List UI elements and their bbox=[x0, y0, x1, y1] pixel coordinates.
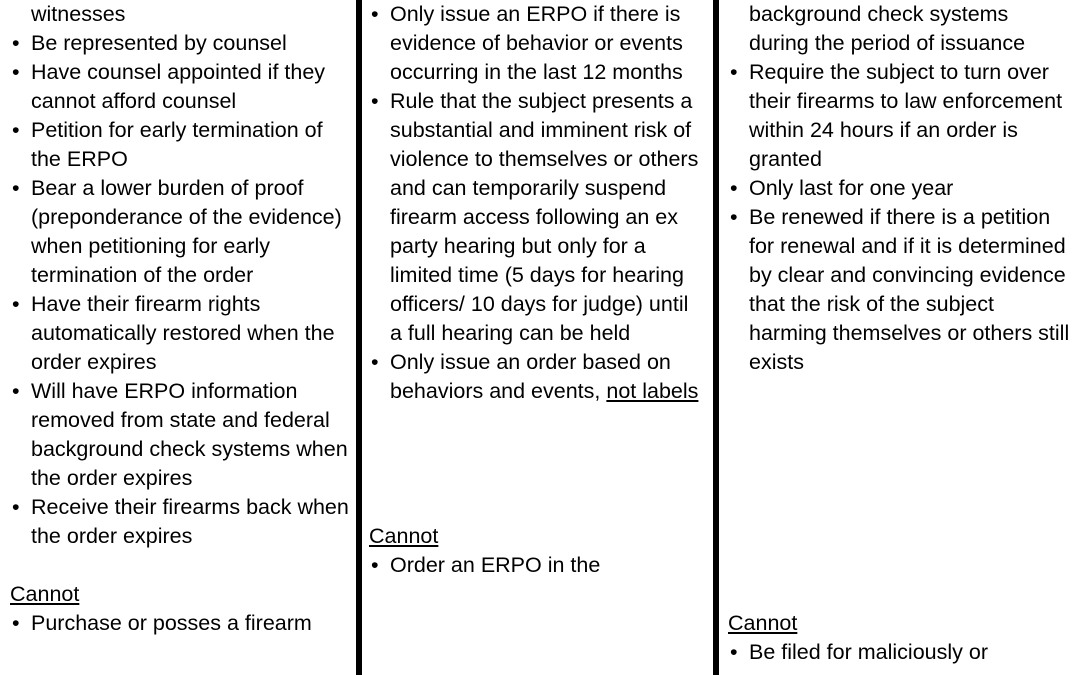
list-item: • Require the subject to turn over their firearms to law enforcement within 24 hours if an order is granted bbox=[728, 58, 1073, 174]
spacer bbox=[728, 493, 1073, 522]
column-court-powers bbox=[369, 0, 706, 675]
spacer bbox=[369, 435, 706, 464]
spacer bbox=[728, 464, 1073, 493]
list-item: • Rule that the subject presents a substantial and imminent risk of violence to themselves or others and can temporarily suspend firearm access following an ex party hearing but only for a limited time (5 days for hearing officers/ 10 days for judge) until a full hearing can be held bbox=[369, 87, 706, 348]
spacer bbox=[728, 551, 1073, 580]
spacer bbox=[728, 522, 1073, 551]
spacer bbox=[728, 435, 1073, 464]
list-item: • Bear a lower burden of proof (preponderance of the evidence) when petitioning for early termination of the order bbox=[10, 174, 355, 290]
cannot-heading: Cannot bbox=[369, 524, 439, 548]
list-item-text: Only issue an order based on behaviors and events, bbox=[390, 350, 671, 403]
spacer bbox=[369, 406, 706, 435]
list-item: • Only last for one year bbox=[728, 174, 1073, 203]
list-item: • Purchase or posses a firearm bbox=[10, 609, 355, 638]
list-item: • Have their firearm rights automatically restored when the order expires bbox=[10, 290, 355, 377]
list-item: • Receive their firearms back when the order expires bbox=[10, 493, 355, 551]
list-item: witnesses bbox=[31, 2, 126, 26]
can-list bbox=[728, 0, 1073, 377]
column-divider-right bbox=[713, 0, 719, 675]
spacer bbox=[728, 377, 1073, 406]
cannot-list bbox=[10, 609, 355, 638]
list-item: background check systems during the period of issuance bbox=[749, 2, 1026, 55]
spacer bbox=[728, 580, 1073, 609]
column-divider-left bbox=[356, 0, 362, 675]
list-item: • Be filed for maliciously or bbox=[728, 638, 1073, 667]
column-subject-rights bbox=[10, 0, 355, 675]
can-list bbox=[369, 0, 706, 406]
spacer bbox=[728, 406, 1073, 435]
underlined-text: not labels bbox=[606, 379, 699, 403]
list-item bbox=[369, 348, 706, 406]
list-item: • Be renewed if there is a petition for renewal and if it is determined by clear and convincing evidence that the risk of the subject harming themselves or others still exists bbox=[728, 203, 1073, 377]
cannot-list bbox=[728, 638, 1073, 667]
list-item: • Be represented by counsel bbox=[10, 29, 355, 58]
spacer bbox=[369, 493, 706, 522]
spacer bbox=[369, 464, 706, 493]
list-item: • Have counsel appointed if they cannot afford counsel bbox=[10, 58, 355, 116]
list-item: • Petition for early termination of the ERPO bbox=[10, 116, 355, 174]
spacer bbox=[10, 551, 355, 580]
column-order-requirements bbox=[728, 0, 1073, 675]
cannot-heading: Cannot bbox=[728, 611, 798, 635]
cannot-heading: Cannot bbox=[10, 582, 80, 606]
list-item: • Order an ERPO in the bbox=[369, 551, 706, 580]
list-item: • Will have ERPO information removed from state and federal background check systems when the order expires bbox=[10, 377, 355, 493]
can-list bbox=[10, 0, 355, 551]
cannot-list bbox=[369, 551, 706, 580]
list-item: • Only issue an ERPO if there is evidence of behavior or events occurring in the last 12 months bbox=[369, 0, 706, 87]
